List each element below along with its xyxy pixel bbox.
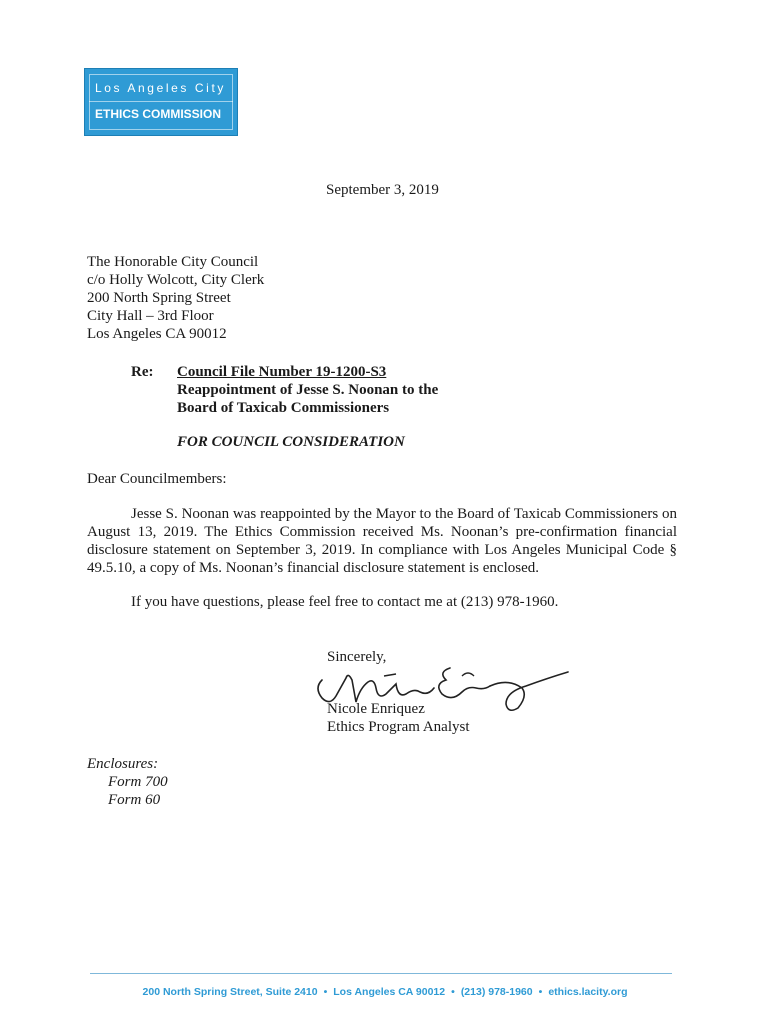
re-subject-line: Board of Taxicab Commissioners xyxy=(177,400,390,416)
recipient-line: City Hall – 3rd Floor xyxy=(87,308,214,324)
enclosure-item: Form 700 xyxy=(108,774,168,790)
footer-separator: • xyxy=(451,986,455,998)
footer-website-link[interactable]: ethics.lacity.org xyxy=(548,986,628,998)
ethics-commission-logo xyxy=(84,68,238,136)
footer-address: 200 North Spring Street, Suite 2410 xyxy=(142,986,318,998)
re-subject-line: Reappointment of Jesse S. Noonan to the xyxy=(177,382,439,398)
enclosure-item: Form 60 xyxy=(108,792,161,808)
logo-divider xyxy=(89,101,233,102)
recipient-line: c/o Holly Wolcott, City Clerk xyxy=(87,272,265,288)
council-file-number: Council File Number 19-1200-S3 xyxy=(177,364,387,380)
logo-city-text: Los Angeles City xyxy=(95,81,226,95)
footer-divider xyxy=(90,973,672,974)
salutation: Dear Councilmembers: xyxy=(87,471,227,487)
footer-separator: • xyxy=(538,986,543,998)
recipient-line: Los Angeles CA 90012 xyxy=(87,326,227,342)
letter-date: September 3, 2019 xyxy=(326,182,439,198)
signer-name: Nicole Enriquez xyxy=(327,701,425,717)
footer-city: Los Angeles CA 90012 xyxy=(333,986,446,998)
enclosures xyxy=(87,755,168,809)
re-subject xyxy=(177,363,438,417)
footer-phone: (213) 978-1960 xyxy=(460,986,533,998)
re-label: Re: xyxy=(131,364,154,380)
footer-separator: • xyxy=(323,986,328,998)
enclosures-label: Enclosures: xyxy=(87,756,159,772)
recipient-line: 200 North Spring Street xyxy=(87,290,231,306)
council-consideration: FOR COUNCIL CONSIDERATION xyxy=(177,434,405,450)
recipient-line: The Honorable City Council xyxy=(87,254,259,270)
closing: Sincerely, xyxy=(327,649,387,665)
signer-title: Ethics Program Analyst xyxy=(327,719,470,735)
footer-contact xyxy=(0,986,770,998)
recipient-address xyxy=(87,253,264,343)
logo-commission-text: ETHICS COMMISSION xyxy=(95,107,222,121)
body-paragraph: If you have questions, please feel free to contact me at (213) 978-1960. xyxy=(131,594,559,610)
body-paragraph: Jesse S. Noonan was reappointed by the Mayor to the Board of Taxicab Commissioners on August 13, 2019. The Ethics Commission received Ms. Noonan’s pre-confirmation financial disclosure statement on September 3, 2019. In compliance with Los Angeles Municipal Code § 49.5.10, a copy of Ms. Noonan’s financial disclosure statement is enclosed. xyxy=(87,506,677,576)
